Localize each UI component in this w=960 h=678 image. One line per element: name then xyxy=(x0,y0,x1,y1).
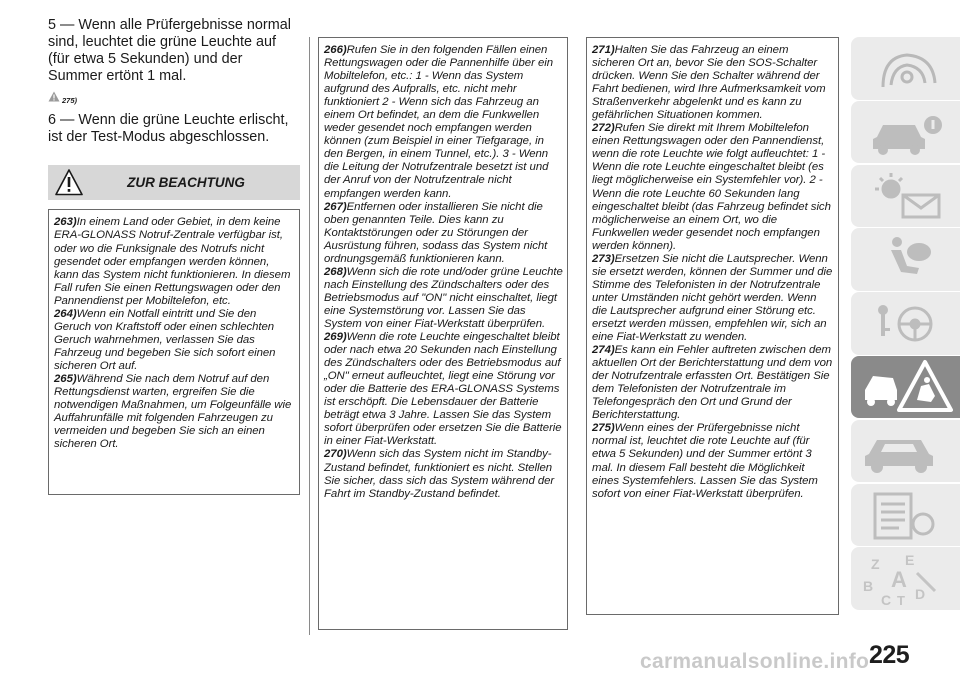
index-letter: T xyxy=(897,593,905,609)
index-letter: D xyxy=(915,586,926,603)
note-item: 275)Wenn eines der Prüfergebnisse nicht normal ist, leuchtet die rote Leuchte auf (für etwa 5 Sekunden) und der Summer ertönt 3 mal. In diesem Fall besteht die Möglichkeit eines Systemfehlers. Lassen Sie das System sofort von einer Fiat-Werkstatt überprüfen. xyxy=(592,422,818,500)
warning-title: ZUR BEACHTUNG xyxy=(127,175,245,191)
note-item: 271)Halten Sie das Fahrzeug an einem sicheren Ort an, bevor Sie den SOS-Schalter drücken. Wenn Sie den Schalter während der Fahrt bedienen, wird Ihre Aufmerksamkeit vom Straßenverkehr abgelenkt und es kann zu gefährlichen Situationen kommen. xyxy=(592,44,826,122)
technical-data-icon xyxy=(851,484,960,546)
index-letter: C xyxy=(881,592,892,609)
lights-envelope-icon xyxy=(851,165,960,227)
note-item: 264)Wenn ein Notfall eintritt und Sie den Geruch von Kraftstoff oder einen schlechten Geruch wahrnehmen, verlassen Sie das Fahrzeug und begeben Sie sich sofort einen sicheren Ort auf. xyxy=(54,307,276,372)
note-item: 265)Während Sie nach dem Notruf auf den Rettungsdienst warten, ergreifen Sie die notwendigen Maßnahmen, um Folgeunfälle wie Auffahrunfälle mit folgenden Fahrzeugen zu vermeiden und begeben Sie sich an einen sicheren Ort. xyxy=(54,373,292,451)
note-item: 274)Es kann ein Fehler auftreten zwischen dem aktuellen Ort der Berichterstattung und dem von der Notrufzentrale erfassten Ort. Bestätigen Sie dem Telefonisten der Notrufzentrale im Telefongespräch den Ort und Grund der Berichterstattung. xyxy=(592,344,833,422)
tab-lights[interactable] xyxy=(851,165,960,228)
tab-index[interactable] xyxy=(851,547,960,610)
notes-box-1 xyxy=(48,209,300,495)
tab-safety[interactable] xyxy=(851,228,960,291)
car-info-icon xyxy=(851,101,960,163)
note-item: 270)Wenn sich das System nicht im Standby-Zustand befindet, funktioniert es nicht. Stellen Sie sicher, dass sich das System während der Fahrt im Standby-Zustand befindet. xyxy=(324,448,555,500)
tab-dashboard[interactable] xyxy=(851,37,960,100)
tab-technical-data[interactable] xyxy=(851,484,960,547)
index-letter: Z xyxy=(871,556,880,573)
step-5-text: 5 — Wenn alle Prüfergebnisse normal sind, leuchtet die grüne Leuchte auf (für etwa 5 Sekunden) und der Summer ertönt 1 mal. xyxy=(48,17,291,84)
airbag-seat-icon xyxy=(851,228,960,290)
warning-ref-number: 275) xyxy=(62,95,78,105)
tab-maintenance[interactable] xyxy=(851,420,960,483)
note-item: 267)Entfernen oder installieren Sie nicht die oben genannten Teile. Dies kann zu Kontaktstörungen oder zu Störungen der Ausrüstung führen, sodass das System nicht ordnungsgemäß funktionieren kann. xyxy=(324,200,548,265)
index-letter: E xyxy=(905,552,915,569)
tab-emergency[interactable] xyxy=(851,356,960,419)
note-item: 263)In einem Land oder Gebiet, in dem keine ERA-GLONASS Notruf-Zentrale verfügbar ist, oder wo die Funksignale des Notrufs nicht gesendet oder empfangen werden können, kann das System nicht funktionieren. In diesem Fall rufen Sie einen Rettungswagen oder den Pannendienst per Mobiltelefon, etc. xyxy=(54,216,291,307)
note-item: 266)Rufen Sie in den folgenden Fällen einen Rettungswagen oder die Pannenhilfe über ein Mobiltelefon, etc.: 1 - Wenn das System aufgrund des Aufpralls, etc. nicht mehr funktioniert 2 - Wenn sich das Fahrzeug an einem Ort befindet, an dem die Funkwellen weder gesendet noch empfangen werden können (zum Beispiel in einer Tiefgarage, in den Bergen, in einem Tunnel, etc.). 3 - Wenn die Leitung der Notrufzentrale besetzt ist und der Anruf von der Notrufzentrale nicht empfangen werden kann. xyxy=(324,44,553,200)
emergency-warning-icon xyxy=(851,356,960,418)
warning-triangle-icon xyxy=(48,91,60,102)
car-dashboard-icon xyxy=(851,37,960,99)
tab-starting-driving[interactable] xyxy=(851,292,960,355)
watermark: carmanualsonline.info xyxy=(640,650,870,673)
warning-reference xyxy=(48,91,300,105)
page-number: 225 xyxy=(869,641,910,669)
note-item: 273)Ersetzen Sie nicht die Lautsprecher. Wenn sie ersetzt werden, können der Summer und die Stimme des Telefonisten in der Notrufzentrale unter Umständen nicht gehört werden. Wenn die Lautsprecher aufgrund einer Störung etc. ersetzt werden müssen, empfehlen wir, sich an eine Fiat-Werkstatt zu wenden. xyxy=(592,252,833,344)
warning-header xyxy=(48,165,300,200)
column-divider xyxy=(309,37,310,635)
note-item: 268)Wenn sich die rote und/oder grüne Leuchte nach Einstellung des Zündschalters oder des Betriebsmodus auf "ON" nicht einschaltet, liegt eine Systemstörung vor. Lassen Sie das System von einer Fiat-Werkstatt überprüfen. xyxy=(324,265,563,330)
note-item: 269)Wenn die rote Leuchte eingeschaltet bleibt oder nach etwa 20 Sekunden nach Einstellung des Zündschalters oder des Betriebsmodus auf „ON" erneut aufleuchtet, liegt eine Störung vor oder die Batterie des ERA-GLONASS Systems ist erschöpft. Die Lebensdauer der Batterie beträgt etwa 3 Jahre. Lassen Sie das System sofort überprüfen oder ersetzen Sie die Batterie in einer Fiat-Werkstatt. xyxy=(324,331,562,448)
warning-triangle-icon xyxy=(55,169,83,196)
index-letter: A xyxy=(891,567,907,593)
alphabetical-index-icon xyxy=(851,547,960,609)
notes-box-3 xyxy=(586,37,839,615)
left-column xyxy=(48,17,300,495)
index-letter: B xyxy=(863,578,874,595)
car-service-icon xyxy=(851,420,960,482)
notes-box-2 xyxy=(318,37,568,630)
tab-car-info[interactable] xyxy=(851,101,960,164)
key-steering-wheel-icon xyxy=(851,292,960,354)
step-6-text: 6 — Wenn die grüne Leuchte erlischt, ist der Test-Modus abgeschlossen. xyxy=(48,111,289,145)
note-item: 272)Rufen Sie direkt mit Ihrem Mobiltelefon einen Rettungswagen oder den Pannendienst, wenn die rote Leuchte wie folgt aufleuchtet: 1 - Wenn die rote Leuchte eingeschaltet bleibt (es liegt möglicherweise ein Systemfehler vor). 2 - Wenn die rote Leuchte 60 Sekunden lang eingeschaltet bleibt (das Fahrzeug befindet sich möglicherweise an einem Ort, wo die Funkwellen weder gesendet noch empfangen werden können). xyxy=(592,122,831,252)
chapter-sidebar xyxy=(851,37,960,611)
